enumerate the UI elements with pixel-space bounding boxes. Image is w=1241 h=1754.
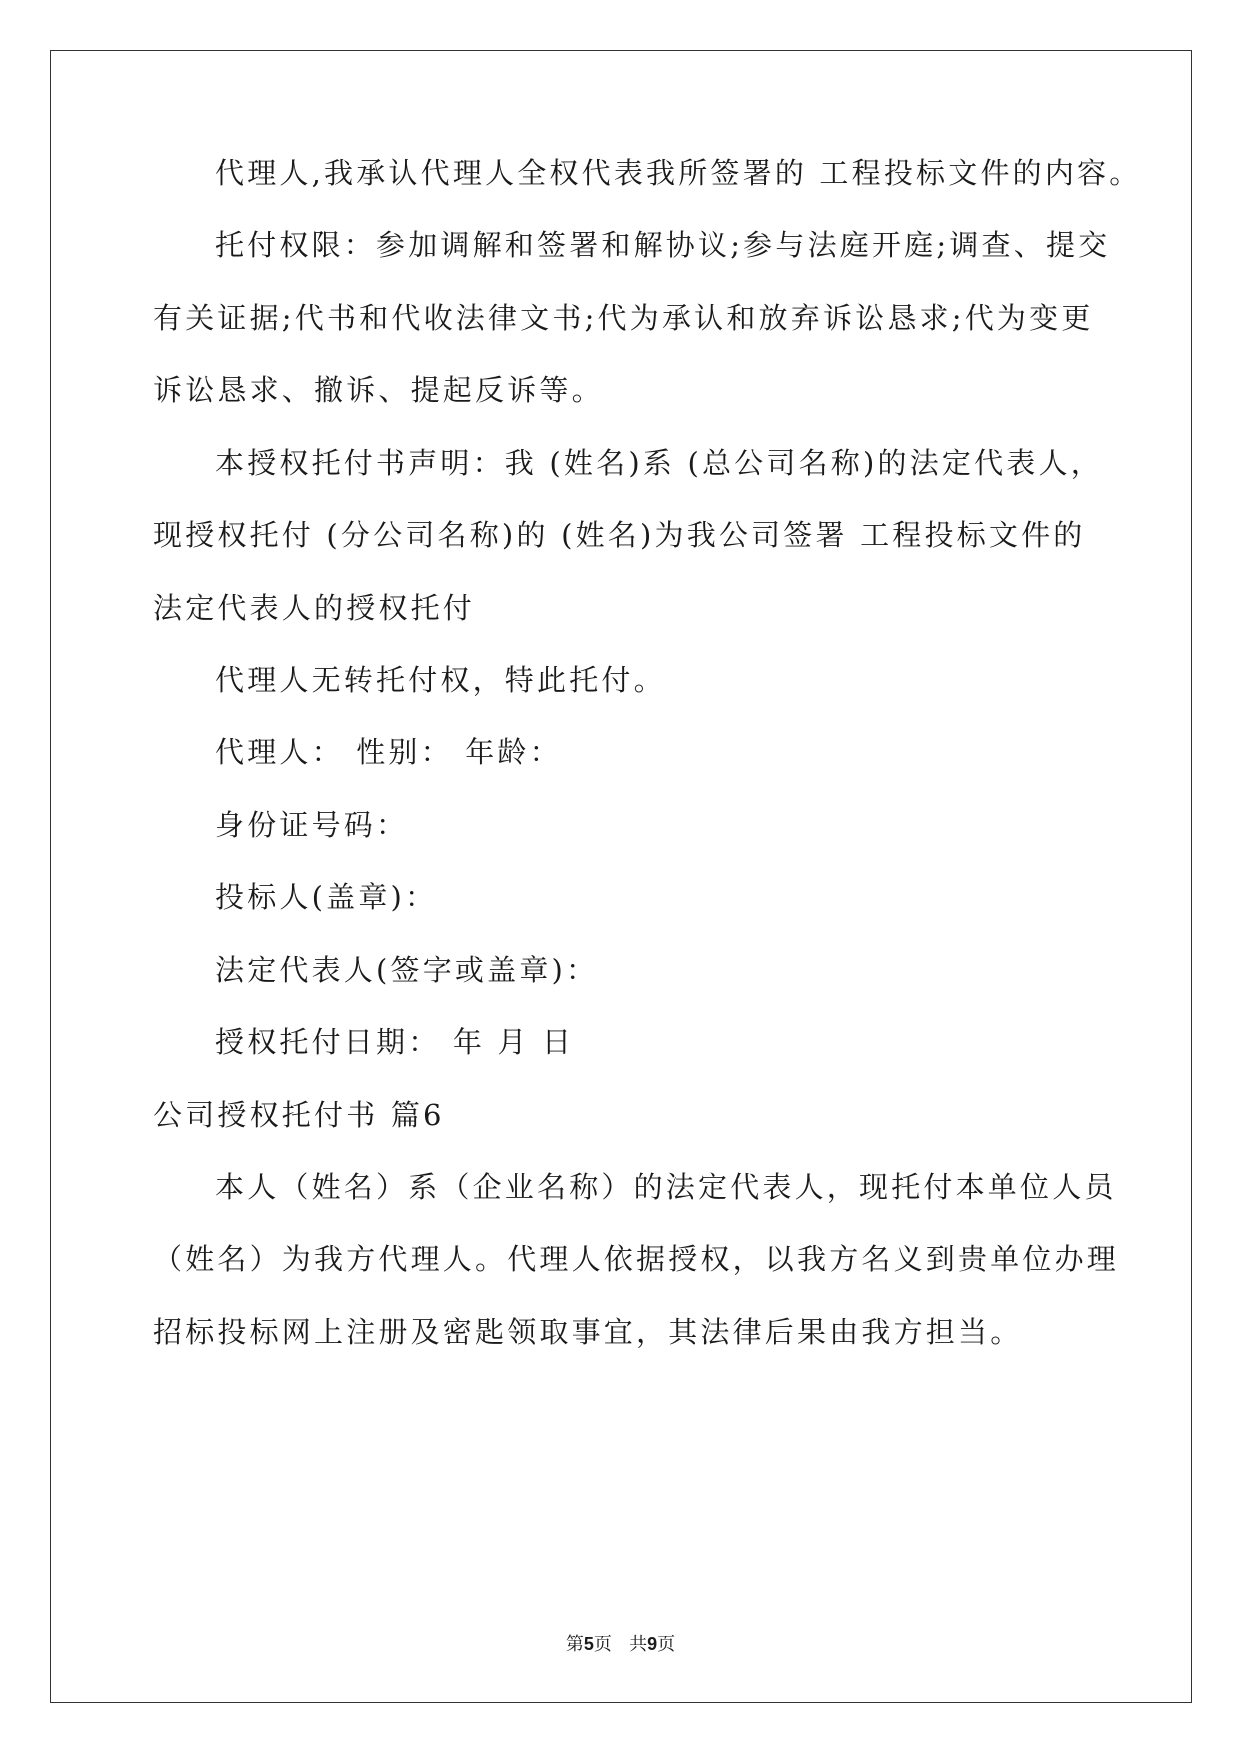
footer-suffix: 页 — [657, 1634, 676, 1655]
paragraph-line: 代理人,我承认代理人全权代表我所签署的 工程投标文件的内容。 — [215, 156, 1142, 190]
section-heading: 公司授权托付书 篇6 — [153, 1098, 445, 1132]
paragraph-line: 代理人无转托付权，特此托付。 — [215, 663, 666, 697]
form-field-bidder-seal: 投标人(盖章)： — [215, 880, 438, 914]
paragraph-line: 法定代表人的授权托付 — [153, 591, 476, 625]
paragraph-line: 有关证据;代书和代收法律文书;代为承认和放弃诉讼恳求;代为变更 — [153, 301, 1094, 335]
form-field-date: 授权托付日期： 年 月 日 — [215, 1025, 575, 1059]
footer-total-pages: 9 — [647, 1634, 658, 1654]
footer-middle: 页 共 — [593, 1634, 648, 1655]
form-field-legal-rep-signature: 法定代表人(签字或盖章)： — [215, 953, 599, 987]
form-field-agent: 代理人： 性别： 年龄： — [215, 735, 562, 769]
footer-current-page: 5 — [583, 1634, 594, 1654]
paragraph-line: 现授权托付 (分公司名称)的 (姓名)为我公司签署 工程投标文件的 — [153, 518, 1086, 552]
paragraph-line: 诉讼恳求、撤诉、提起反诉等。 — [153, 373, 604, 407]
paragraph-line: 托付权限：参加调解和签署和解协议;参与法庭开庭;调查、提交 — [215, 228, 1111, 262]
paragraph-line: 本人（姓名）系（企业名称）的法定代表人，现托付本单位人员 — [215, 1170, 1117, 1204]
footer-prefix: 第 — [565, 1634, 584, 1655]
paragraph-line: （姓名）为我方代理人。代理人依据授权，以我方名义到贵单位办理 — [153, 1242, 1120, 1276]
page-footer — [0, 1632, 1241, 1657]
paragraph-line: 招标投标网上注册及密匙领取事宜，其法律后果由我方担当。 — [153, 1315, 1023, 1349]
paragraph-line: 本授权托付书声明：我 (姓名)系 (总公司名称)的法定代表人， — [215, 446, 1103, 480]
page-border — [50, 50, 1192, 1703]
form-field-id-number: 身份证号码： — [215, 808, 409, 842]
